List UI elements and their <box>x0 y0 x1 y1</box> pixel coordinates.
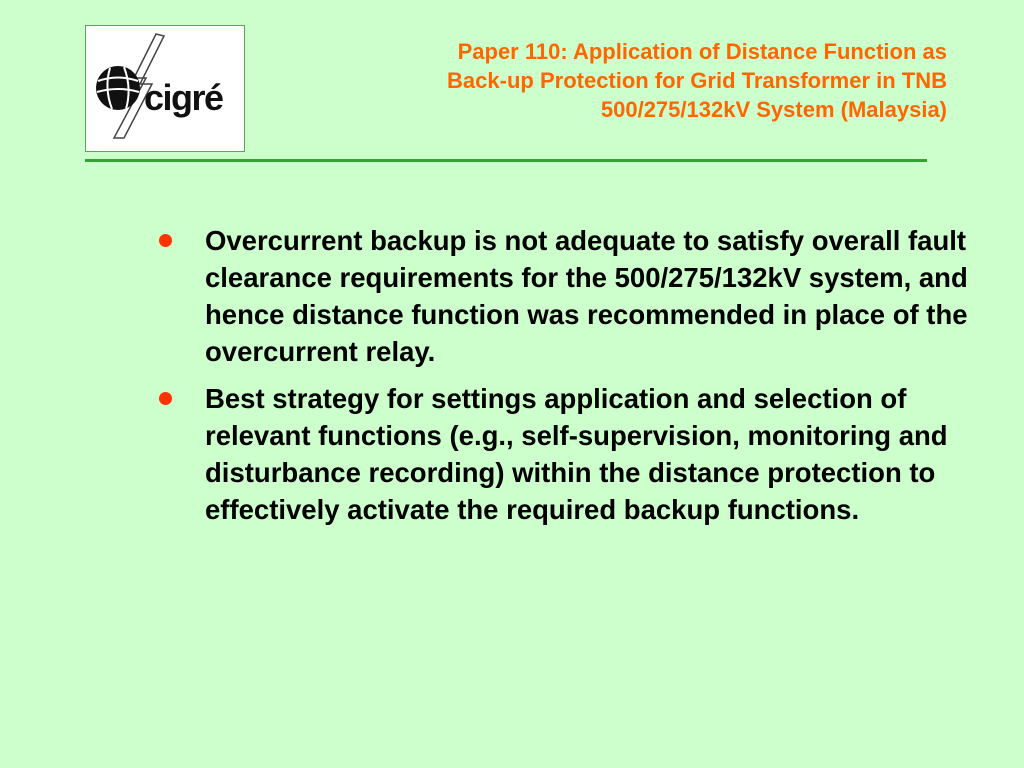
bullet-item-2 <box>150 380 970 528</box>
title-line-2: Back-up Protection for Grid Transformer in TNB <box>447 68 947 93</box>
globe-icon <box>96 66 140 110</box>
bullet-item-1 <box>150 222 970 370</box>
title-divider <box>85 159 927 162</box>
bullet-dot-icon <box>159 234 172 247</box>
cigre-logo-graphic <box>86 26 244 151</box>
bullet-text-1: Overcurrent backup is not adequate to satisfy overall fault clearance requirements for the 500/275/132kV system, and hence distance function was recommended in place of the overcurrent relay. <box>205 225 968 367</box>
slide-title <box>287 37 947 124</box>
title-line-1: Paper 110: Application of Distance Function as <box>457 39 947 64</box>
cigre-logo <box>85 25 245 152</box>
title-line-3: 500/275/132kV System (Malaysia) <box>600 97 947 122</box>
logo-wordmark: cigré <box>144 77 223 118</box>
bullet-list <box>150 222 970 538</box>
bullet-dot-icon <box>159 392 172 405</box>
bullet-text-2: Best strategy for settings application and selection of relevant functions (e.g., self-supervision, monitoring and disturbance recording) within the distance protection to effectively activate the required backup functions. <box>205 383 948 525</box>
